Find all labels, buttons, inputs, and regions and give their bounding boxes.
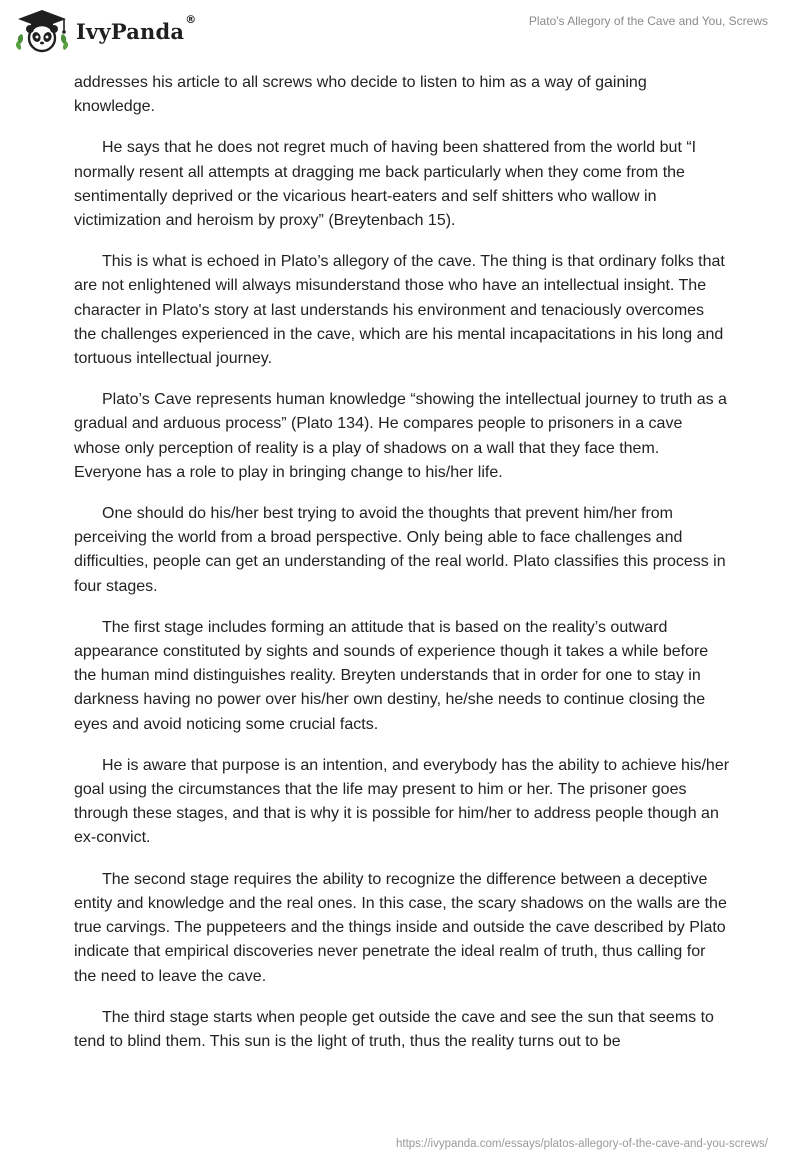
paragraph: The third stage starts when people get outside the cave and see the sun that seems to tend to blind them. This sun is the light of truth, thus the reality turns out to be <box>74 1008 714 1050</box>
page-header <box>0 0 800 70</box>
panda-graduate-icon <box>14 8 70 54</box>
document-title: Plato's Allegory of the Cave and You, Screws <box>528 14 768 28</box>
paragraph: The first stage includes forming an attitude that is based on the reality’s outward appearance constituted by sights and sounds of experience though it takes a while before the human mind distinguishes reality. Breyten understands that in order for one to stay in darkness having no power over his/her own destiny, he/she needs to continue closing the eyes and avoid noticing some crucial facts. <box>74 618 709 733</box>
essay-body <box>74 71 730 1071</box>
paragraph: addresses his article to all screws who decide to listen to him as a way of gaining knowledge. <box>74 74 647 116</box>
paragraph: This is what is echoed in Plato’s allegory of the cave. The thing is that ordinary folks that are not enlightened will always misunderstand those who have an intellectual insight. The character in Plato's story at last understands his environment and tenaciously overcomes the challenges experienced in the cave, which are his mental incapacitations in his long and tortuous intellectual journey. <box>74 253 725 368</box>
brand-logo[interactable] <box>14 8 196 54</box>
paragraph: The second stage requires the ability to recognize the difference between a deceptive entity and knowledge and the real ones. In this case, the scary shadows on the walls are the true carvings. The puppeteers and the things inside and outside the cave described by Plato indicate that empirical discoveries never penetrate the ideal realm of truth, thus calling for the need to leave the cave. <box>74 870 727 985</box>
paragraph: He says that he does not regret much of having been shattered from the world but “I normally resent all attempts at dragging me back particularly when they come from the sentimentally deprived or the vicarious heart-eaters and self shitters who wallow in victimization and heroism by proxy” (Breytenbach 15). <box>74 139 697 230</box>
source-url[interactable]: https://ivypanda.com/essays/platos-allegory-of-the-cave-and-you-screws/ <box>396 1138 768 1150</box>
brand-name: IvyPanda® <box>76 12 197 44</box>
paragraph: He is aware that purpose is an intention, and everybody has the ability to achieve his/her goal using the circumstances that the life may present to him or her. The prisoner goes through these stages, and that is why it is possible for him/her to address people though an ex-convict. <box>74 756 730 847</box>
registered-mark: ® <box>185 12 197 26</box>
paragraph: One should do his/her best trying to avoid the thoughts that prevent him/her from perceiving the world from a broad perspective. Only being able to face challenges and difficulties, people can get an understanding of the real world. Plato classifies this process in four stages. <box>74 505 726 595</box>
paragraph: Plato’s Cave represents human knowledge “showing the intellectual journey to truth as a gradual and arduous process” (Plato 134). He compares people to prisoners in a cave whose only perception of reality is a play of shadows on a wall that they face them. Everyone has a role to play in bringing change to his/her life. <box>74 391 727 481</box>
